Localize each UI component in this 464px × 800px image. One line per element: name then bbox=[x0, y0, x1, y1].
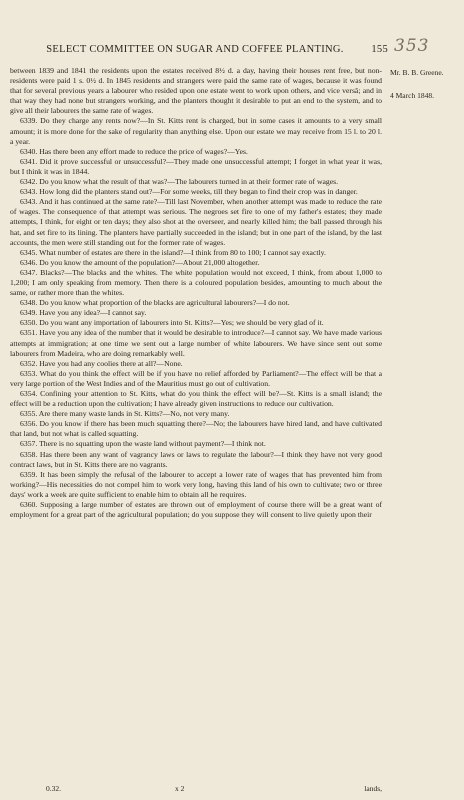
question-6343b: 6343. And it has continued at the same rate?—Till last November, when another attempt was made to reduce the rate of wages. The consequence of that attempt was serious. The negroes set fire to one of my father's estates; they made attempts, I think, for eight or ten days; they also shot at the overseer, and nearly killed him; the ball passed through his hat, and set fire to its lining. The planters have partially succeeded in the island; but in one part of the island, by the last accounts, the men were still standing out for the former rate of wages. bbox=[10, 197, 382, 247]
question-6350: 6350. Do you want any importation of labourers into St. Kitts?—Yes; we should be very glad of it. bbox=[20, 318, 324, 328]
question-6360: 6360. Supposing a large number of estates are thrown out of employment of course there will be a great want of employment for a great part of the agricultural population; do you suppose they will consent to live quietly upon their bbox=[10, 500, 382, 520]
testimony-body bbox=[10, 66, 382, 520]
question-6352: 6352. Have you had any coolies there at all?—None. bbox=[20, 358, 183, 368]
page-number: 155 bbox=[371, 44, 388, 55]
question-6356: 6356. Do you know if there has been much squatting there?—No; the labourers have hired land, and have cultivated that land, but not what is called squatting. bbox=[10, 419, 382, 439]
question-6359: 6359. It has been simply the refusal of the labourer to accept a lower rate of wages that has prevented him from working?—His necessities do not compel him to work very long, having this land of his own to cultivate; two or three days' work a week are quite sufficient to enable him to obtain all he requires. bbox=[10, 469, 382, 499]
question-6354: 6354. Confining your attention to St. Kitts, what do you think the effect will be?—St. Kitts is a small island; the effect will be a reduction upon the cultivation; I have already given instructions to reduce our cultivation. bbox=[10, 389, 382, 409]
question-6351: 6351. Have you any idea of the number that it would be desirable to introduce?—I cannot say. We have made various attempts at immigration; at one time we sent out a large number of white labourers. We have since sent out some labourers from Madeira, who are doing remarkably well. bbox=[10, 328, 382, 358]
header-title: SELECT COMMITTEE ON SUGAR AND COFFEE PLANTING. bbox=[46, 44, 344, 55]
catchword: lands, bbox=[364, 784, 382, 793]
question-6343: 6343. How long did the planters stand out?—For some weeks, till they began to find their crop was in danger. bbox=[20, 187, 358, 197]
running-header bbox=[10, 44, 388, 55]
question-6342: 6342. Do you know what the result of that was?—The labourers turned in at their former rate of wages. bbox=[20, 177, 339, 187]
question-6348: 6348. Do you know what proportion of the blacks are agricultural labourers?—I do not. bbox=[20, 298, 290, 308]
witness-name: Mr. B. B. Greene. bbox=[390, 68, 444, 77]
question-6357: 6357. There is no squatting upon the waste land without payment?—I think not. bbox=[20, 439, 266, 449]
question-6345: 6345. What number of estates are there in the island?—I think from 80 to 100; I cannot say exactly. bbox=[20, 247, 326, 257]
question-6358: 6358. Has there been any want of vagrancy laws or laws to regulate the labour?—I think they have not very good contract laws, but in St. Kitts there are no vagrants. bbox=[10, 449, 382, 469]
question-6346: 6346. Do you know the amount of the population?—About 21,000 altogether. bbox=[20, 257, 260, 267]
question-6340: 6340. Has there been any effort made to reduce the price of wages?—Yes. bbox=[20, 146, 248, 156]
question-6349: 6349. Have you any idea?—I cannot say. bbox=[20, 308, 147, 318]
question-6341: 6341. Did it prove successful or unsuccessful?—They made one unsuccessful attempt; I forget in what year it was, but I think it was in 1844. bbox=[10, 156, 382, 176]
handwritten-folio-number: 353 bbox=[394, 36, 430, 56]
question-6355: 6355. Are there many waste lands in St. Kitts?—No, not very many. bbox=[20, 409, 230, 419]
question-6347: 6347. Blacks?—The blacks and the whites. The white population would not exceed, I think, from about 1,000 to 1,200; I am only speaking from memory. Then there is a coloured population besides, amounting to much about the same, or rather more than the whites. bbox=[10, 267, 382, 298]
quire-mark: x 2 bbox=[175, 784, 185, 793]
paragraph: between 1839 and 1841 the residents upon the estates received 8½ d. a day, having their houses rent free, but non-residents were paid 1 s. 0½ d. In 1845 residents and strangers were paid the same rate of wages, because it was found that for several previous years a labourer who resided upon one estate went to work upon others, and vice versâ; and in that way they had none but strangers working, and the planters thought it desirable to put an end to the system, and to give all their labourers the same rate of wages. bbox=[10, 66, 382, 116]
signature-mark: 0.32. bbox=[46, 784, 61, 793]
testimony-date: 4 March 1848. bbox=[390, 91, 434, 100]
question-6339: 6339. Do they charge any rents now?—In St. Kitts rent is charged, but in some cases it amounts to a very small amount; it is more done for the sake of regularity than anything else. Upon our estate we may receive from 15 l. to 20 l. a year. bbox=[10, 116, 382, 146]
question-6353: 6353. What do you think the effect will be if you have no relief afforded by Parliament?—The effect will be that a very large portion of the West Indies and of the Mauritius must go out of cultivation. bbox=[10, 368, 382, 388]
